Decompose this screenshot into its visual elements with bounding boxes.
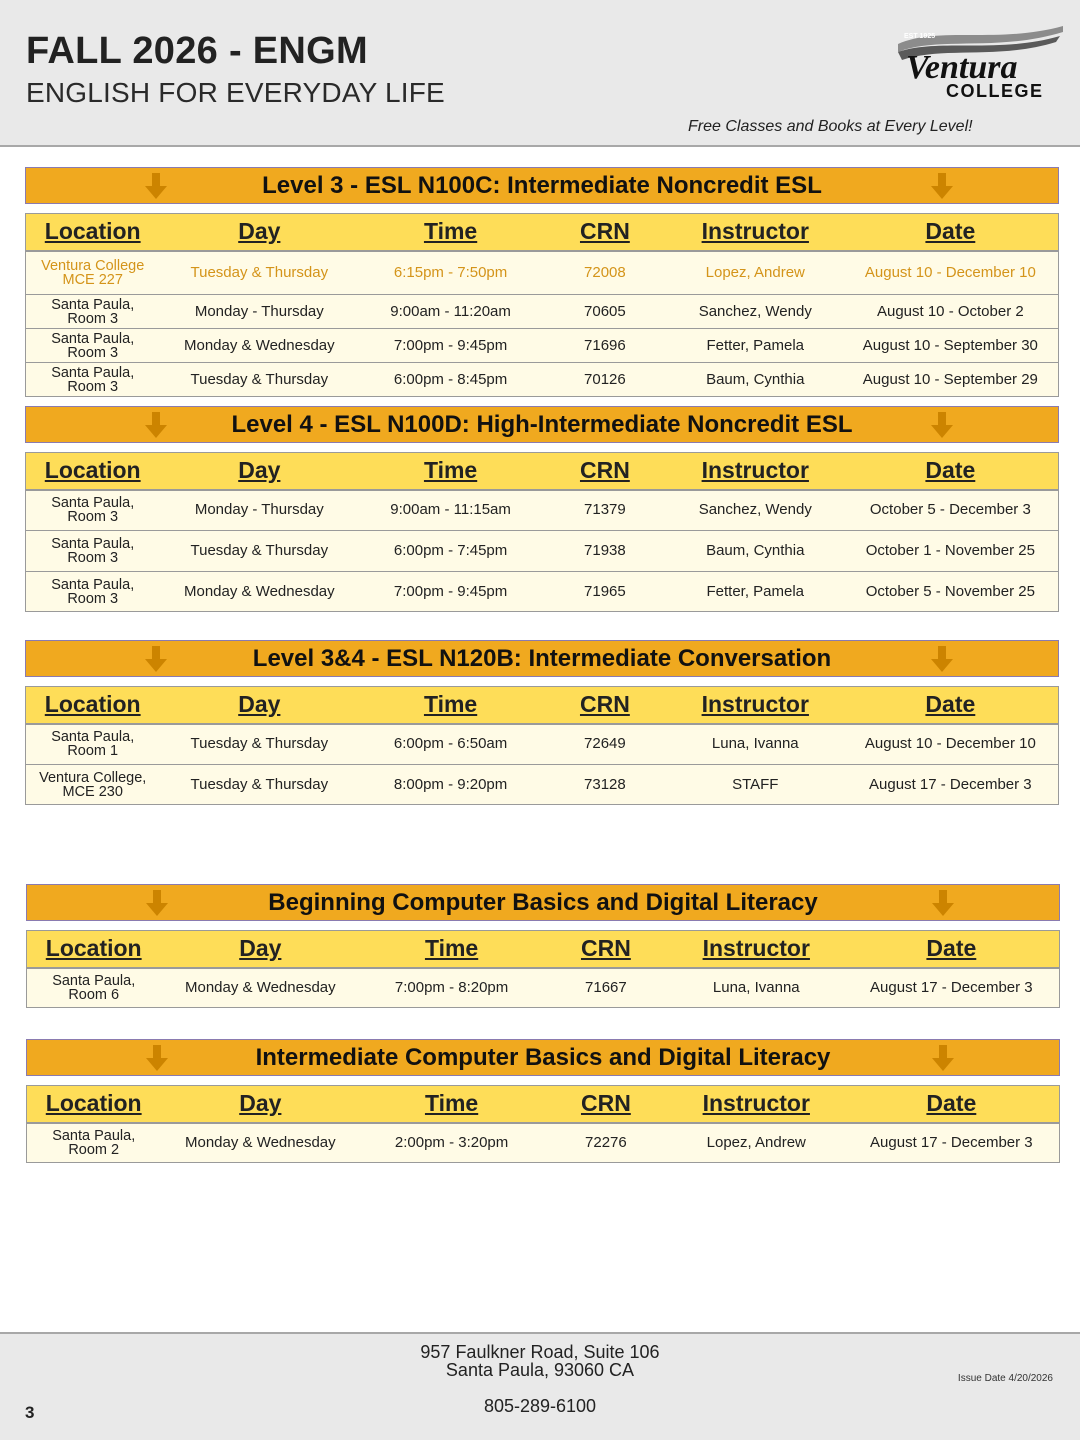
location-cell: Santa Paula, Room 1	[26, 724, 160, 765]
column-header-instructor: Instructor	[668, 453, 843, 490]
section-title: Level 3&4 - ESL N120B: Intermediate Conversation	[252, 644, 832, 672]
table-row	[26, 363, 1059, 397]
section-title: Beginning Computer Basics and Digital Literacy	[268, 888, 818, 916]
section-banner	[25, 167, 1059, 204]
location-cell: Santa Paula, Room 2	[27, 1123, 161, 1163]
course-section	[26, 1039, 1060, 1163]
column-header-day: Day	[159, 214, 359, 251]
arrow-down-icon	[931, 412, 953, 438]
course-section	[26, 884, 1060, 1008]
date-cell: August 10 - September 29	[843, 363, 1059, 397]
day-cell: Monday & Wednesday	[160, 1123, 360, 1163]
instructor-cell: Fetter, Pamela	[668, 329, 843, 363]
day-cell: Tuesday & Thursday	[159, 363, 359, 397]
column-header-day: Day	[159, 453, 359, 490]
location-cell: Santa Paula, Room 3	[26, 363, 160, 397]
arrow-down-icon	[145, 646, 167, 672]
arrow-down-icon	[146, 890, 168, 916]
time-cell: 7:00pm - 8:20pm	[360, 968, 543, 1008]
column-header-location: Location	[26, 453, 160, 490]
schedule-table	[26, 1085, 1060, 1163]
section-title: Level 4 - ESL N100D: High-Intermediate Noncredit ESL	[231, 410, 853, 438]
day-cell: Tuesday & Thursday	[159, 251, 359, 295]
crn-cell: 71696	[542, 329, 668, 363]
location-cell: Santa Paula, Room 3	[26, 572, 160, 612]
ventura-college-logo	[888, 22, 1068, 104]
section-title: Intermediate Computer Basics and Digital Literacy	[255, 1043, 831, 1071]
instructor-cell: Lopez, Andrew	[668, 251, 843, 295]
day-cell: Monday - Thursday	[159, 295, 359, 329]
date-cell: October 5 - December 3	[843, 490, 1059, 531]
arrow-down-icon	[931, 646, 953, 672]
location-cell: Santa Paula, Room 3	[26, 490, 160, 531]
table-header-row	[27, 1086, 1060, 1123]
location-cell: Santa Paula, Room 3	[26, 295, 160, 329]
crn-cell: 72276	[543, 1123, 669, 1163]
arrow-down-icon	[932, 890, 954, 916]
arrow-down-icon	[146, 1045, 168, 1071]
issue-date: Issue Date 4/20/2026	[957, 1373, 1053, 1384]
column-header-time: Time	[360, 931, 543, 968]
time-cell: 6:00pm - 7:45pm	[359, 531, 542, 572]
date-cell: August 10 - December 10	[843, 724, 1059, 765]
date-cell: August 10 - December 10	[843, 251, 1059, 295]
schedule-table	[25, 686, 1059, 805]
crn-cell: 71667	[543, 968, 669, 1008]
column-header-date: Date	[843, 453, 1059, 490]
course-section	[25, 167, 1059, 397]
column-header-instructor: Instructor	[668, 214, 843, 251]
time-cell: 8:00pm - 9:20pm	[359, 765, 542, 805]
table-header-row	[26, 687, 1059, 724]
column-header-time: Time	[359, 214, 542, 251]
crn-cell: 72649	[542, 724, 668, 765]
course-section	[25, 406, 1059, 612]
crn-cell: 70126	[542, 363, 668, 397]
column-header-time: Time	[360, 1086, 543, 1123]
arrow-down-icon	[145, 173, 167, 199]
crn-cell: 70605	[542, 295, 668, 329]
page-subtitle: ENGLISH FOR EVERYDAY LIFE	[26, 77, 445, 108]
address-line-2: Santa Paula, 93060 CA	[445, 1360, 635, 1380]
location-cell: Ventura College MCE 227	[26, 251, 160, 295]
schedule-table	[25, 213, 1059, 397]
table-row	[26, 724, 1059, 765]
column-header-date: Date	[844, 931, 1060, 968]
table-header-row	[27, 931, 1060, 968]
day-cell: Tuesday & Thursday	[159, 531, 359, 572]
table-row	[27, 1123, 1060, 1163]
address-line-1: 957 Faulkner Road, Suite 106	[420, 1342, 660, 1362]
arrow-down-icon	[932, 1045, 954, 1071]
table-row	[26, 490, 1059, 531]
column-header-crn: CRN	[543, 1086, 669, 1123]
date-cell: August 17 - December 3	[844, 968, 1060, 1008]
column-header-crn: CRN	[543, 931, 669, 968]
svg-text:Ventura: Ventura	[906, 49, 1018, 86]
schedule-table	[25, 452, 1059, 612]
svg-text:EST 1925: EST 1925	[904, 33, 936, 40]
location-cell: Santa Paula, Room 3	[26, 329, 160, 363]
time-cell: 2:00pm - 3:20pm	[360, 1123, 543, 1163]
instructor-cell: Luna, Ivanna	[668, 724, 843, 765]
column-header-day: Day	[159, 687, 359, 724]
column-header-crn: CRN	[542, 214, 668, 251]
instructor-cell: Lopez, Andrew	[669, 1123, 844, 1163]
instructor-cell: Fetter, Pamela	[668, 572, 843, 612]
phone-number: 805-289-6100	[483, 1396, 597, 1416]
column-header-day: Day	[160, 1086, 360, 1123]
time-cell: 7:00pm - 9:45pm	[359, 572, 542, 612]
column-header-location: Location	[27, 1086, 161, 1123]
arrow-down-icon	[145, 412, 167, 438]
column-header-time: Time	[359, 687, 542, 724]
table-header-row	[26, 453, 1059, 490]
instructor-cell: Luna, Ivanna	[669, 968, 844, 1008]
page-header	[0, 0, 1080, 147]
section-banner	[25, 640, 1059, 677]
time-cell: 9:00am - 11:15am	[359, 490, 542, 531]
time-cell: 9:00am - 11:20am	[359, 295, 542, 329]
section-banner	[26, 884, 1060, 921]
column-header-instructor: Instructor	[668, 687, 843, 724]
arrow-down-icon	[931, 173, 953, 199]
column-header-location: Location	[26, 214, 160, 251]
table-row	[26, 531, 1059, 572]
crn-cell: 73128	[542, 765, 668, 805]
date-cell: October 5 - November 25	[843, 572, 1059, 612]
time-cell: 7:00pm - 9:45pm	[359, 329, 542, 363]
day-cell: Monday & Wednesday	[159, 572, 359, 612]
column-header-instructor: Instructor	[669, 1086, 844, 1123]
column-header-date: Date	[843, 214, 1059, 251]
day-cell: Tuesday & Thursday	[159, 724, 359, 765]
date-cell: August 10 - October 2	[843, 295, 1059, 329]
column-header-instructor: Instructor	[669, 931, 844, 968]
instructor-cell: Baum, Cynthia	[668, 531, 843, 572]
course-section	[25, 640, 1059, 805]
column-header-location: Location	[26, 687, 160, 724]
section-title: Level 3 - ESL N100C: Intermediate Noncredit ESL	[262, 171, 822, 199]
time-cell: 6:00pm - 6:50am	[359, 724, 542, 765]
instructor-cell: Sanchez, Wendy	[668, 295, 843, 329]
column-header-time: Time	[359, 453, 542, 490]
tagline: Free Classes and Books at Every Level!	[688, 118, 973, 135]
column-header-date: Date	[844, 1086, 1060, 1123]
table-row	[26, 251, 1059, 295]
page-title: FALL 2026 - ENGM	[26, 30, 368, 72]
date-cell: August 17 - December 3	[844, 1123, 1060, 1163]
section-banner	[25, 406, 1059, 443]
section-banner	[26, 1039, 1060, 1076]
svg-text:COLLEGE: COLLEGE	[946, 81, 1044, 101]
time-cell: 6:00pm - 8:45pm	[359, 363, 542, 397]
instructor-cell: Baum, Cynthia	[668, 363, 843, 397]
date-cell: October 1 - November 25	[843, 531, 1059, 572]
table-row	[26, 572, 1059, 612]
date-cell: August 10 - September 30	[843, 329, 1059, 363]
table-header-row	[26, 214, 1059, 251]
page-number: 3	[25, 1403, 35, 1422]
instructor-cell: Sanchez, Wendy	[668, 490, 843, 531]
location-cell: Santa Paula, Room 6	[27, 968, 161, 1008]
crn-cell: 72008	[542, 251, 668, 295]
crn-cell: 71938	[542, 531, 668, 572]
column-header-crn: CRN	[542, 453, 668, 490]
day-cell: Monday & Wednesday	[160, 968, 360, 1008]
table-row	[27, 968, 1060, 1008]
table-row	[26, 295, 1059, 329]
location-cell: Ventura College, MCE 230	[26, 765, 160, 805]
column-header-date: Date	[843, 687, 1059, 724]
crn-cell: 71379	[542, 490, 668, 531]
day-cell: Monday - Thursday	[159, 490, 359, 531]
crn-cell: 71965	[542, 572, 668, 612]
page-footer	[0, 1332, 1080, 1440]
table-row	[26, 765, 1059, 805]
date-cell: August 17 - December 3	[843, 765, 1059, 805]
column-header-location: Location	[27, 931, 161, 968]
location-cell: Santa Paula, Room 3	[26, 531, 160, 572]
day-cell: Monday & Wednesday	[159, 329, 359, 363]
column-header-day: Day	[160, 931, 360, 968]
schedule-table	[26, 930, 1060, 1008]
table-row	[26, 329, 1059, 363]
column-header-crn: CRN	[542, 687, 668, 724]
day-cell: Tuesday & Thursday	[159, 765, 359, 805]
instructor-cell: STAFF	[668, 765, 843, 805]
time-cell: 6:15pm - 7:50pm	[359, 251, 542, 295]
